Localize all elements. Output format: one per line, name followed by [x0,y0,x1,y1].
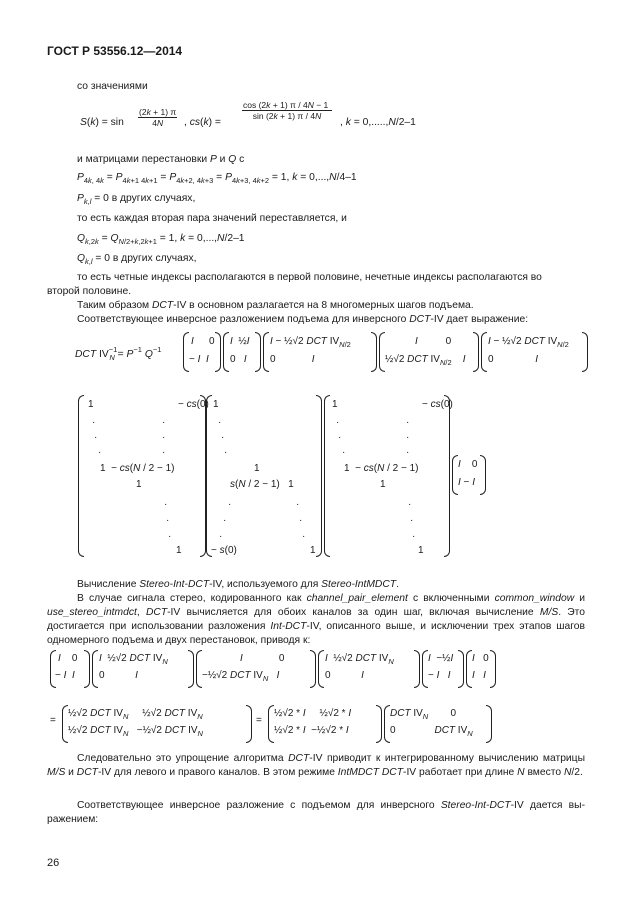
formula-inverse-dct: DCT $IV^{-1}_N = P^{-1}$ $Q^{-1}$ I 0 − I I I ½I 0 I I − ½√2 DCT $IV_{N/2}$ 0 I I 0 ½√2 DCT $IV_{N/2}$ I I − ½√2 DCT $IV_{N/2}$ 0 I [75,330,590,375]
page-number: 26 [47,857,60,869]
formula-stereo-2: = ½√2 DCT $IV_N$ ½√2 DCT $IV_N$ ½√2 DCT $IV_N$ −½√2 DCT $IV_N$ = ½√2 * I ½√2 * I ½√2 * I −½√2 * I DCT $IV_N$ 0 0 DCT $IV_N$ [50,703,585,745]
paragraph-dct-lift: Таким образом DCT-IV в основном разлагается на 8 многомерных шагов подъема. [77,300,474,311]
document-header: ГОСТ Р 53556.12—2014 [47,44,183,58]
formula-sk-csk: S(k) = sin $\frac{(2k + 1) \pi}{4N}$ , cs(k) = $\frac{\cos (2k + 1) \pi / 4N - 1}{\sin (2k + 1) \pi / 4N}$ , k = 0,.....,N/2–1 [80,100,416,128]
formula-stereo-1: I 0 − I I I ½√2 DCT $IV_N$ 0 I I 0 −½√2 DCT $IV_N$ I I ½√2 DCT $IV_N$ 0 I I −½I − I I I 0 I I [50,648,585,690]
paragraph-perm: и матрицами перестановки P и Q с [77,154,245,165]
formula-perm1: $P_{4k, 4k} = P_{4k+1 4k+1} = P_{4k+2, 4k+3} = P_{4k+3, 4k+2} = 1$, k = 0,...,N/4–1 [77,172,357,185]
paragraph-consequently: Следовательно это упрощение алгоритма DCT-IV приводит к интегрированному вычислению матрицы M/S и DCT-IV для левого и правого каналов. В этом режиме IntMDCT DCT-IV работает при длине N вместо N/2. [47,753,585,778]
formula-big-matrices: 1 − cs(0) · · · · · · 1 − cs(N / 2 − 1) 1 · · · 1 1 · · · 1 s(N / 2 − 1) 1 · · · · · · − s(0) 1 1 − cs(0) · · · · · · 1 − cs(N / 2 − 1) 1 · · · 1 I 0 I − I [78,395,588,560]
paragraph-stereo-case: В случае сигнала стерео, кодированного как channel_pair_element с включенными common_window и use_stereo_intmdct, DCT-IV вычисляется для обоих каналов за один шаг, включая вычисление M/S. Это достигается при использовании разложения Int-DCT-IV, описанного выше, и исключении трех этапов шагов одномерного подъема и двух перестановок, приводя к: [47,593,585,646]
paragraph-pairs: то есть каждая вторая пара значений переставляется, и [77,213,347,224]
paragraph-inverse: Соответствующее инверсное разложением подъема для инверсного DCT-IV дает выражение: [77,314,529,325]
paragraph-even-odd-2: второй половине. [47,286,132,297]
paragraph-even-odd: то есть четные индексы располагаются в первой половине, нечетные индексы располагаются во [77,272,542,283]
paragraph-stereo-int: Вычисление Stereo-Int-DCT-IV, используемого для Stereo-IntMDCT. [77,579,399,590]
paragraph-values: со значениями [77,81,148,92]
formula-q2: $Q_{k,l} = 0$ в других случаях, [77,253,197,266]
formula-q1: $Q_{k,2k} = Q_{N/2+k,2k+1} = 1$, k = 0,...,N/2–1 [77,233,245,246]
paragraph-inverse-stereo: Соответствующее инверсное разложение с подъемом для инверсного Stereo-Int-DCT-IV дается выражением: [47,800,585,825]
formula-perm2: $P_{k,l} = 0$ в других случаях, [77,193,196,206]
